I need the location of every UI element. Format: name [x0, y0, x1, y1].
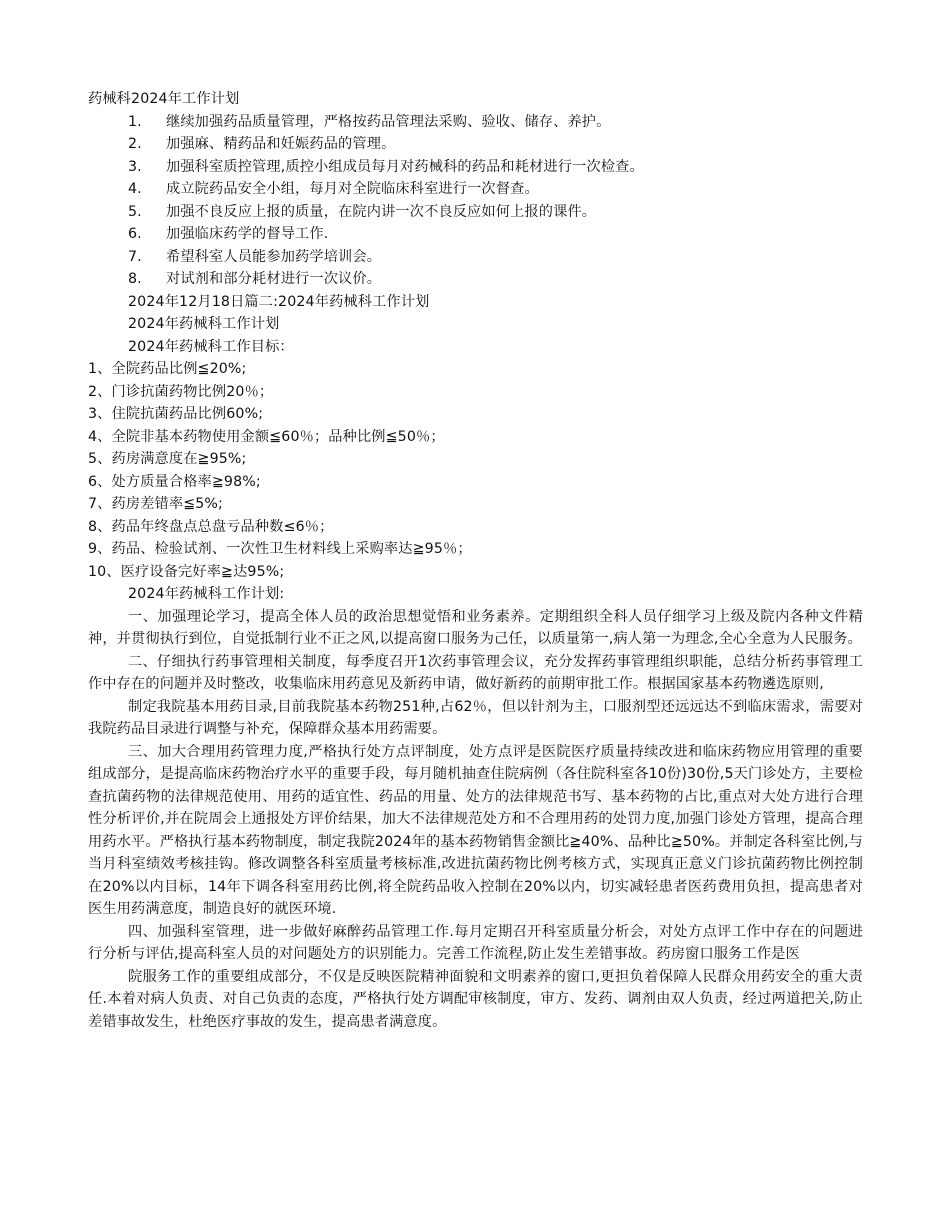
plan-item-number: 1.: [128, 113, 142, 130]
goal-item: 2、门诊抗菌药物比例20％；: [88, 383, 274, 400]
plan-item-number: 4.: [128, 181, 142, 197]
plan-item-text: 继续加强药品质量管理，严格按药品管理法采购、验收、储存、养护。: [166, 113, 611, 130]
paragraph: 四、加强科室管理，进一步做好麻醉药品管理工作.每月定期召开科室质量分析会，对处方点评工作中存在的问题进行分析与评估,提高科室人员的对问题处方的识别能力。完善工作流程,防止发生差错事故。药房窗口服务工作是医: [88, 923, 863, 962]
plan-item-text: 加强临床药学的督导工作.: [166, 226, 329, 242]
plan-item-number: 6.: [128, 226, 142, 242]
plan-item-text: 加强不良反应上报的质量，在院内讲一次不良反应如何上报的课件。: [166, 203, 597, 220]
paragraph: 制定我院基本用药目录,目前我院基本药物251种,占62％，但以针剂为主，口服剂型还远远达不到临床需求，需要对我院药品目录进行调整与补充，保障群众基本用药需要。: [88, 698, 863, 737]
goal-item: 1、全院药品比例≦20%;: [88, 361, 247, 377]
plan-item: [88, 268, 863, 291]
plan-item-number: 8.: [128, 271, 142, 287]
paragraph: 二、仔细执行药事管理相关制度，每季度召开1次药事管理会议，充分发挥药事管理组织职能，总结分析药事管理工作中存在的问题并及时整改，收集临床用药意见及新药申请，做好新药的前期审批工作。根据国家基本药物遴选原则,: [88, 653, 863, 692]
plan-item-text: 对试剂和部分耗材进行一次议价。: [166, 271, 382, 287]
plan-item-number: 7.: [128, 248, 142, 265]
document-title: 药械科2024年工作计划: [88, 91, 240, 107]
plan-item-text: 加强麻、精药品和妊娠药品的管理。: [166, 136, 396, 152]
paragraph: 院服务工作的重要组成部分，不仅是反映医院精神面貌和文明素养的窗口,更担负着保障人民群众用药安全的重大责任.本着对病人负责、对自己负责的态度，严格执行处方调配审核制度，审方、发药、调剂由双人负责，经过两道把关,防止差错事故发生，杜绝医疗事故的发生，提高患者满意度。: [88, 968, 863, 1030]
plan-item: [88, 201, 863, 224]
plan-item: [88, 111, 863, 134]
goal-item: 5、药房满意度在≧95%;: [88, 451, 247, 467]
plan-item: [88, 246, 863, 269]
plan-item: [88, 156, 863, 179]
goal-item: 8、药品年终盘点总盘亏品种数≤6％；: [88, 518, 334, 535]
plan-item-number: 3.: [128, 158, 142, 175]
plan-list: [88, 111, 863, 291]
goal-item: 9、药品、检验试剂、一次性卫生材料线上采购率达≧95％；: [88, 541, 472, 557]
goal-item: 4、全院非基本药物使用金额≦60％；品种比例≦50％；: [88, 428, 445, 445]
goal-item: 7、药房差错率≦5%;: [88, 496, 223, 512]
goal-item: 3、住院抗菌药品比例60%;: [88, 406, 264, 422]
paragraph: 三、加大合理用药管理力度,严格执行处方点评制度，处方点评是医院医疗质量持续改进和临床药物应用管理的重要组成部分，是提高临床药物治疗水平的重要手段，每月随机抽查住院病例（各住院科室各10份)30份,5天门诊处方，主要检查抗菌药物的法律规范使用、用药的适宜性、药品的用量、处方的法律规范书写、基本药物的占比,重点对大处方进行合理性分析评价,并在院周会上通报处方评价结果，加大不法律规范处方和不合理用药的处罚力度,加强门诊处方管理，提高合理用药水平。严格执行基本药物制度，制定我院2024年的基本药物销售金额比≧40%、品种比≧50%。并制定各科室比例,与当月科室绩效考核挂钩。修改调整各科室质量考核标准,改进抗菌药物比例考核方式，实现真正意义门诊抗菌药物比例控制在20%以内目标，14年下调各科室用药比例,将全院药品收入控制在20%以内，切实减轻患者医药费用负担，提高患者对医生用药满意度，制造良好的就医环境.: [88, 743, 863, 917]
plan-item-text: 成立院药品安全小组，每月对全院临床科室进行一次督查。: [166, 181, 539, 197]
paragraph: 一、加强理论学习，提高全体人员的政治思想觉悟和业务素养。定期组织全科人员仔细学习上级及院内各种文件精神，并贯彻执行到位，自觉抵制行业不正之风,以提高窗口服务为己任，以质量第一,病人第一为理念,全心全意为人民服务。: [88, 608, 863, 647]
date-line: 2024年12月18日篇二:2024年药械科工作计划: [128, 293, 430, 310]
goal-item: 6、处方质量合格率≧98%;: [88, 473, 261, 490]
document-body: [88, 88, 863, 1033]
section-subtitle: 2024年药械科工作计划: [128, 316, 280, 332]
plan-heading: 2024年药械科工作计划:: [128, 586, 285, 602]
goals-heading: 2024年药械科工作目标：: [128, 338, 294, 355]
goals-list: [88, 358, 863, 583]
plan-item-text: 希望科室人员能参加药学培训会。: [166, 248, 382, 265]
plan-item: [88, 178, 863, 201]
plan-item-number: 2.: [128, 136, 142, 152]
plan-item: [88, 223, 863, 246]
plan-item: [88, 133, 863, 156]
plan-item-number: 5.: [128, 203, 142, 220]
plan-item-text: 加强科室质控管理,质控小组成员每月对药械科的药品和耗材进行一次检查。: [166, 158, 644, 175]
goal-item: 10、医疗设备完好率≧达95%;: [88, 563, 285, 580]
